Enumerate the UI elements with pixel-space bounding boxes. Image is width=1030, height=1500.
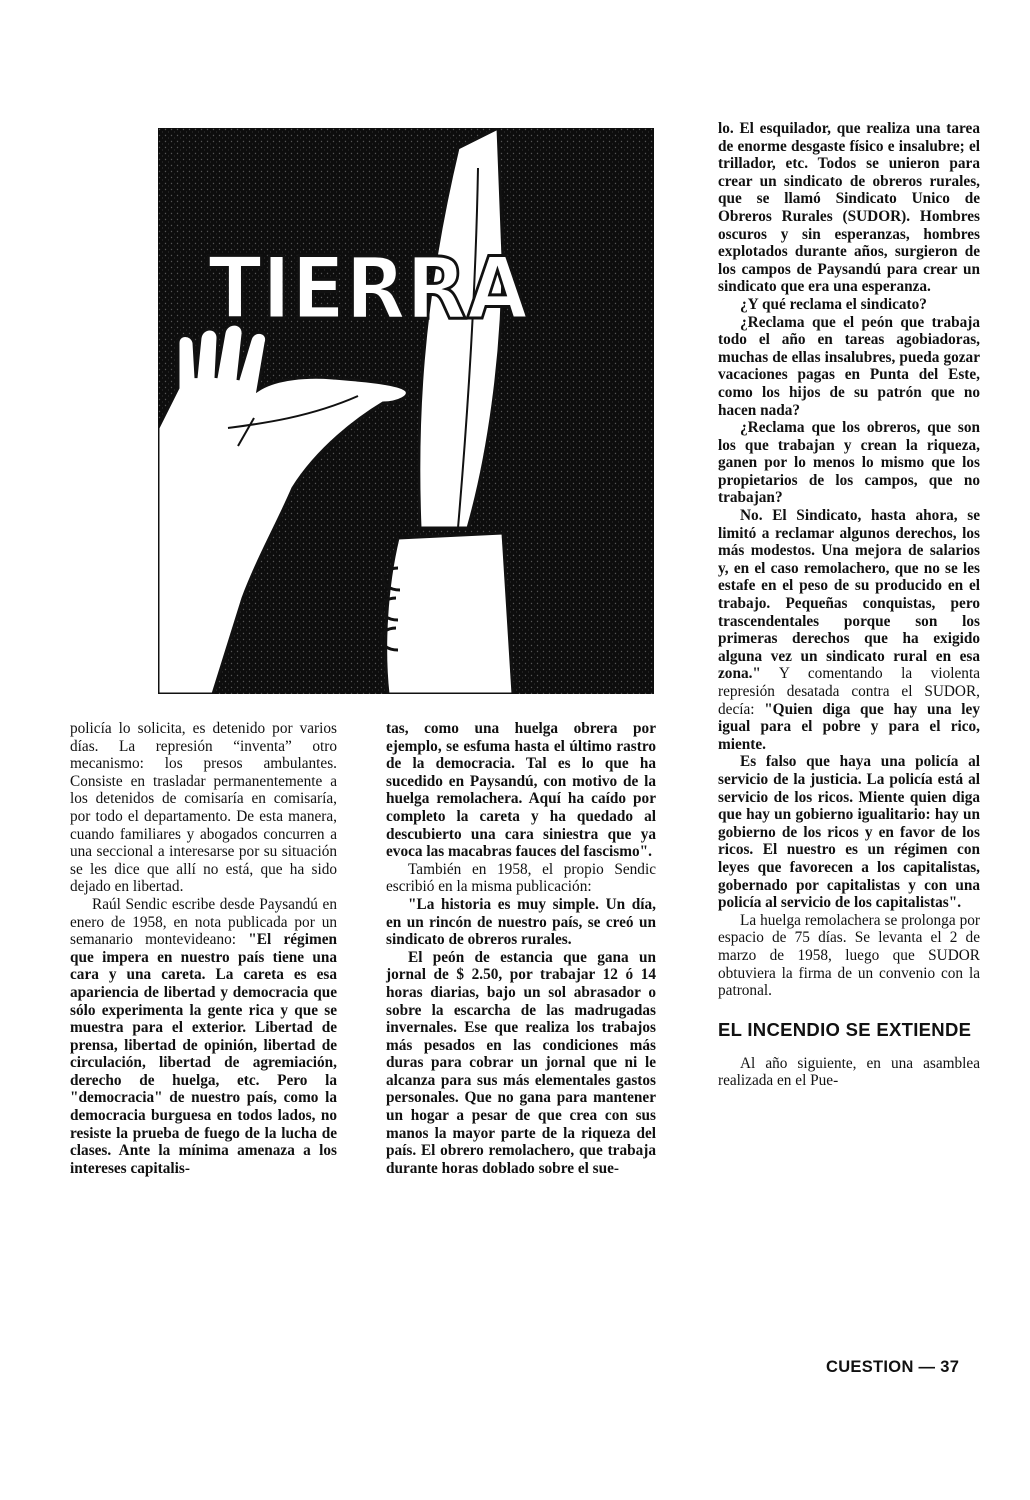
- quote-text: No. El Sindicato, hasta ahora, se limitó a reclamar algunos derechos, los más modestos. Una mejora de salarios y, en el caso remolachero, que no se les estafe en el peso de su producido en el trabajo. Pequeñas conquistas, pero trascendentales porque son los primeras derechos que ha exigido alguna vez un sindicato rural en esa zona.": [718, 507, 980, 683]
- column-left: [70, 720, 337, 1177]
- quote-text: "El régimen que impera en nuestro país tiene una cara y una careta. La careta es esa apariencia de libertad y democracia que sólo experimenta la gente rica y que se muestra para el exterior. Libertad de prensa, libertad de opinión, libertad de circulación, libertad de agremiación, derecho de huelga, etc. Pero la "democracia" de nuestro país, como la democracia burguesa en todos lados, no resiste la prueba de fuego de la lucha de clases. Ante la mínima amenaza a los intereses capitalis-: [70, 931, 337, 1177]
- quote-paragraph: ¿Reclama que el peón que trabaja todo el año en tareas agobiadoras, muchas de ellas insalubres, pueda gozar vacaciones pagas en Punta del Este, como los hijos de su patrón que no hacen nada?: [718, 313, 980, 419]
- paragraph: [718, 507, 980, 753]
- quote-paragraph: El peón de estancia que gana un jornal de $ 2.50, por trabajar 12 ó 14 horas diarias, bajo un sol abrasador o sobre la escarcha de las madrugadas invernales. Ese que realiza los trabajos más pesados en las condiciones más duras para cobrar un jornal que ni le alcanza para sus más elementales gastos personales. Que no gana para mantener un hogar a pesar de que crea con sus manos la mayor parte de la riqueza del país. El obrero remolachero, que trabaja durante horas doblado sobre el sue-: [386, 948, 656, 1177]
- column-middle: [386, 720, 656, 1177]
- cover-illustration: [158, 128, 654, 694]
- paragraph-text: Y comentando la violenta represión desatada contra el SUDOR, decía:: [718, 665, 980, 718]
- paragraph: La huelga remolachera se prolonga por espacio de 75 días. Se levanta el 2 de marzo de 1958, luego que SUDOR obtuviera la firma de un convenio con la patronal.: [718, 911, 980, 1000]
- column-right: [718, 120, 980, 1090]
- quote-text: "Quien diga que hay una ley igual para el pobre y para el rico, miente.: [718, 700, 980, 753]
- paragraph: También en 1958, el propio Sendic escribió en la misma publicación:: [386, 860, 656, 896]
- paragraph: Al año siguiente, en una asamblea realizada en el Pue-: [718, 1054, 980, 1090]
- quote-paragraph: lo. El esquilador, que realiza una tarea de enorme desgaste físico e insalubre; el trillador, etc. Todos se unieron para crear un sindicato de obreros rurales, que se llamó Sindicato Unico de Obreros Rurales (SUDOR). Hombres oscuros y sin esperanzas, hombres explotados durante años, surgieron de los campos de Paysandú para crear un sindicato que era una esperanza.: [718, 120, 980, 296]
- quote-paragraph: "La historia es muy simple. Un día, en un rincón de nuestro país, se creó un sindicato de obreros rurales.: [386, 895, 656, 949]
- illustration-title: TIERRA: [208, 239, 529, 339]
- quote-paragraph: Es falso que haya una policía al servicio de la justicia. La policía está al servicio de los ricos. Miente quien diga que hay un gobierno igualitario: hay un gobierno de los ricos y en favor de los ricos. El nuestro es un régimen con leyes que favorecen a los capitalistas, gobernado por capitalistas y con una policía al servicio de los capitalistas".: [718, 753, 980, 912]
- page-footer: CUESTION — 37: [826, 1358, 960, 1376]
- paragraph: [70, 896, 337, 1178]
- quote-paragraph: tas, como una huelga obrera por ejemplo, se esfuma hasta el último rastro de la democracia. Tal es lo que ha sucedido en Paysandú, con motivo de la huelga remolachera. Aquí ha caído por completo la careta y ha quedado al descubierto una cara siniestra que ya evoca las macabras fauces del fascismo".: [386, 720, 656, 861]
- paragraph-text: Raúl Sendic escribe desde Paysandú en enero de 1958, en nota publicada por un semanario montevideano:: [70, 895, 337, 949]
- quote-paragraph: ¿Y qué reclama el sindicato?: [740, 295, 927, 313]
- quote-paragraph: ¿Reclama que los obreros, que son los que trabajan y crean la riqueza, ganen por lo menos lo mismo que los propietarios de los campos, que no trabajan?: [718, 419, 980, 507]
- paragraph: policía lo solicita, es detenido por varios días. La represión “inventa” otro mecanismo: los presos ambulantes. Consiste en trasladar permanentemente a los detenidos de comisaría en comisaría, por todo el departamento. De esta manera, cuando familiares y abogados concurren a una seccional a interesarse por su situación se les dice que allí no está, que ha sido dejado en libertad.: [70, 720, 337, 896]
- section-heading: EL INCENDIO SE EXTIENDE: [718, 1018, 972, 1040]
